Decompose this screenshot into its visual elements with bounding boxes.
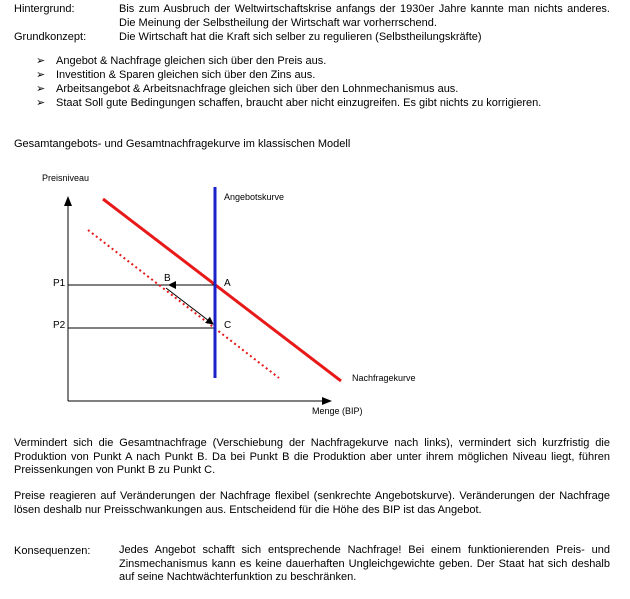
list-item: ➢ Staat Soll gute Bedingungen schaffen, braucht aber nicht einzugreifen. Es gibt nichts zu korrigieren.	[36, 97, 542, 109]
arrow-bullet-icon: ➢	[36, 69, 46, 81]
point-c-label: C	[224, 320, 232, 331]
y-axis-label: Preisniveau	[42, 173, 90, 183]
p1-label: P1	[53, 278, 66, 289]
shifted-demand-curve	[88, 230, 279, 378]
konsequenzen-text: Jedes Angebot schafft sich entsprechende Nachfrage! Bei einem funktionierenden Preis- und Zinsmechanismus kann es keine dauerhaften Ungleichgewichte geben. Der Staat hat sich deshalb auf seine Nachtwächterfunktion zu beschränken.	[119, 544, 610, 583]
arrow-b-to-c	[166, 288, 213, 324]
paragraph-demand-shift: Vermindert sich die Gesamtnachfrage (Verschiebung der Nachfragekurve nach links), vermindert sich kurzfristig die Produktion von Punkt A nach Punkt B. Da bei Punkt B die Produktion aber unter ihrem möglichen Niveau liegt, führen Preissenkungen von Punkt B zu Punkt C.	[14, 437, 610, 476]
arrow-bullet-icon: ➢	[36, 55, 46, 67]
arrow-bullet-icon: ➢	[36, 83, 46, 95]
hintergrund-label: Hintergrund:	[14, 3, 75, 15]
y-axis-arrow-icon	[64, 196, 72, 206]
list-item: ➢ Investition & Sparen gleichen sich über den Zins aus.	[36, 69, 316, 81]
paragraph-flexible-prices: Preise reagieren auf Veränderungen der Nachfrage flexibel (senkrechte Angebotskurve). Veränderungen der Nachfrage lösen deshalb nur Preisschwankungen aus. Entscheidend für die Höhe des BIP ist das Angebot.	[14, 490, 610, 516]
principles-list	[36, 54, 541, 110]
point-b-label: B	[164, 273, 171, 284]
x-axis-arrow-icon	[322, 397, 332, 405]
konsequenzen-label: Konsequenzen:	[14, 545, 91, 557]
hintergrund-text: Bis zum Ausbruch der Weltwirtschaftskrise anfangs der 1930er Jahre kannte man nichts anderes. Die Meinung der Selbstheilung der Wirtschaft war vorherrschend.	[119, 3, 610, 29]
as-ad-diagram	[0, 160, 630, 420]
list-item: ➢ Angebot & Nachfrage gleichen sich über den Preis aus.	[36, 55, 327, 67]
x-axis-label: Menge (BIP)	[312, 406, 363, 416]
demand-curve	[103, 199, 341, 381]
grundkonzept-text: Die Wirtschaft hat die Kraft sich selber zu regulieren (Selbstheilungskräfte)	[119, 31, 482, 43]
p2-label: P2	[53, 320, 66, 331]
list-item: ➢ Arbeitsangebot & Arbeitsnachfrage gleichen sich über den Lohnmechanismus aus.	[36, 83, 459, 95]
arrow-bullet-icon: ➢	[36, 97, 46, 109]
point-a-label: A	[224, 278, 231, 289]
supply-curve-label: Angebotskurve	[224, 192, 285, 202]
demand-curve-label: Nachfragekurve	[352, 373, 416, 383]
grundkonzept-label: Grundkonzept:	[14, 31, 87, 43]
section-title: Gesamtangebots- und Gesamtnachfragekurve im klassischen Modell	[14, 138, 351, 150]
